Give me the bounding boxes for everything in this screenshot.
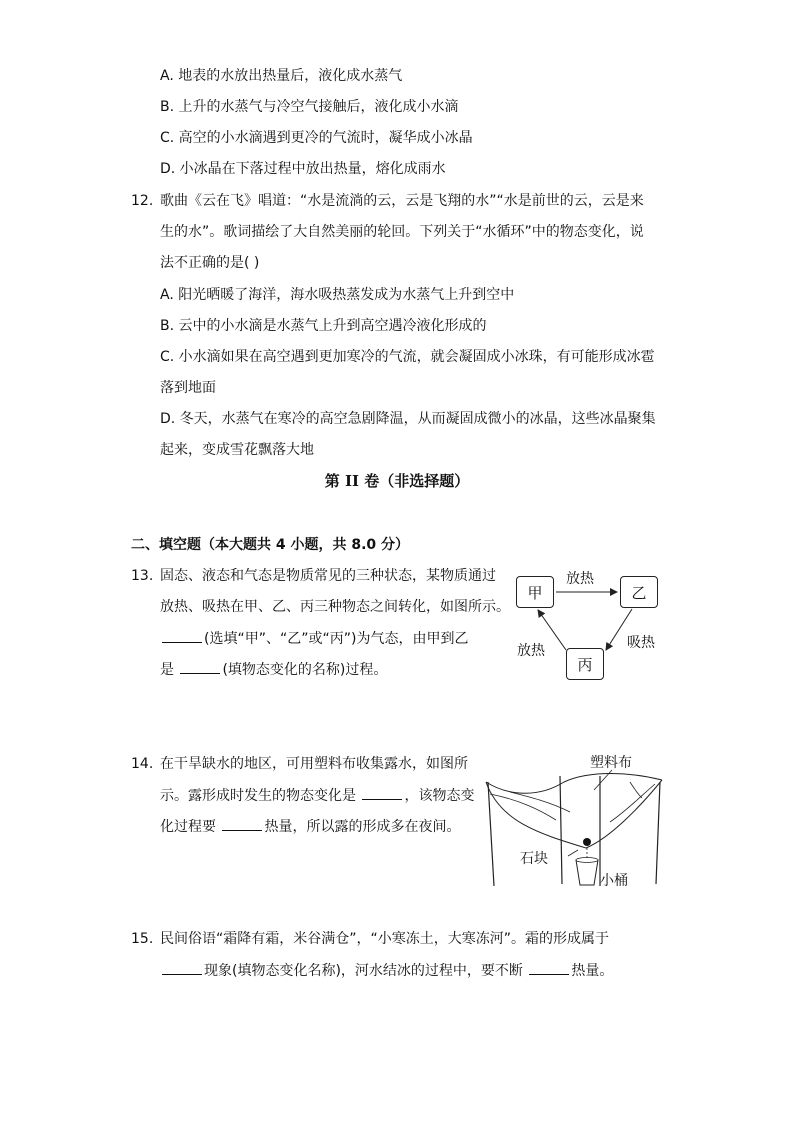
stone-icon xyxy=(583,838,591,846)
q12-option-c-cont: 落到地面 xyxy=(160,380,216,396)
q14-line2 xyxy=(160,785,474,806)
answer-blank[interactable] xyxy=(162,628,202,643)
q11-option-a: A. 地表的水放出热量后，液化成水蒸气 xyxy=(160,68,403,84)
q14-line3-suffix: 热量，所以露的形成多在夜间。 xyxy=(264,819,461,835)
q13-number: 13. xyxy=(131,568,154,584)
q12-stem-line3: 法不正确的是( ) xyxy=(160,255,260,271)
answer-blank[interactable] xyxy=(180,659,220,674)
q13-line3 xyxy=(160,628,468,649)
q14-line1: 在干旱缺水的地区，可用塑料布收集露水，如图所 xyxy=(160,756,468,772)
q14-line3 xyxy=(160,816,460,837)
q13-line1: 固态、液态和气态是物质常见的三种状态，某物质通过 xyxy=(160,568,496,584)
q13-line2: 放热、吸热在甲、乙、丙三种物态之间转化，如图所示。 xyxy=(160,599,510,615)
part2-heading: 二、填空题（本大题共 4 小题，共 8.0 分） xyxy=(131,537,410,553)
q11-option-c: C. 高空的小水滴遇到更冷的气流时，凝华成小冰晶 xyxy=(160,130,473,146)
q15-line1: 民间俗语“霜降有霜，米谷满仓”，“小寒冻土，大寒冻河”。霜的形成属于 xyxy=(160,931,610,947)
answer-blank[interactable] xyxy=(362,785,402,800)
label-absorb-heat: 吸热 xyxy=(627,635,655,651)
q12-option-d-cont: 起来，变成雪花飘落大地 xyxy=(160,442,314,458)
answer-blank[interactable] xyxy=(222,816,262,831)
bucket-icon xyxy=(576,860,598,885)
answer-blank[interactable] xyxy=(529,960,569,975)
q13-line4-prefix: 是 xyxy=(160,662,179,678)
q14-number: 14. xyxy=(131,756,154,772)
label-release-heat-left: 放热 xyxy=(517,643,545,659)
q15-line2 xyxy=(160,960,613,981)
box-yi: 乙 xyxy=(620,576,658,608)
q12-number: 12. xyxy=(131,193,154,209)
box-bing: 丙 xyxy=(566,648,604,680)
q14-line2-suffix: ，该物态变 xyxy=(404,788,475,804)
q12-stem-line1: 歌曲《云在飞》唱道：“水是流淌的云，云是飞翔的水”“水是前世的云，云是来 xyxy=(160,193,644,209)
q12-option-c: C. 小水滴如果在高空遇到更加寒冷的气流，就会凝固成小冰珠，有可能形成冰雹 xyxy=(160,349,655,365)
section-title: 第 II 卷（非选择题） xyxy=(324,472,470,490)
label-bucket: 小桶 xyxy=(600,873,628,889)
box-jia: 甲 xyxy=(516,576,554,608)
q15-number: 15. xyxy=(131,931,154,947)
state-change-diagram xyxy=(500,562,680,687)
q13-line4 xyxy=(160,659,387,680)
q14-line3-text: 化过程要 xyxy=(160,819,221,835)
q12-option-d: D. 冬天，水蒸气在寒冷的高空急剧降温，从而凝固成微小的冰晶，这些冰晶聚集 xyxy=(160,411,656,427)
q13-line3-text: (选填“甲”、“乙”或“丙”)为气态，由甲到乙 xyxy=(204,631,469,647)
q13-line4-text: (填物态变化的名称)过程。 xyxy=(222,662,388,678)
q12-option-b: B. 云中的小水滴是水蒸气上升到高空遇冷液化形成的 xyxy=(160,318,487,334)
q15-line2-suffix: 热量。 xyxy=(571,963,614,979)
label-stone: 石块 xyxy=(520,851,548,867)
q14-line2-text: 示。露形成时发生的物态变化是 xyxy=(160,788,361,804)
dew-collection-figure xyxy=(480,752,670,892)
q11-option-b: B. 上升的水蒸气与冷空气接触后，液化成小水滴 xyxy=(160,99,459,115)
q15-line2-text: 现象(填物态变化名称)，河水结冰的过程中，要不断 xyxy=(204,963,528,979)
q12-option-a: A. 阳光晒暖了海洋，海水吸热蒸发成为水蒸气上升到空中 xyxy=(160,287,515,303)
answer-blank[interactable] xyxy=(162,960,202,975)
label-plastic-sheet: 塑料布 xyxy=(590,755,632,771)
label-release-heat-top: 放热 xyxy=(566,571,594,587)
dew-collection-drawing xyxy=(480,752,670,892)
q12-stem-line2: 生的水”。歌词描绘了大自然美丽的轮回。下列关于“水循环”中的物态变化，说 xyxy=(160,224,644,240)
q11-option-d: D. 小冰晶在下落过程中放出热量，熔化成雨水 xyxy=(160,161,446,177)
